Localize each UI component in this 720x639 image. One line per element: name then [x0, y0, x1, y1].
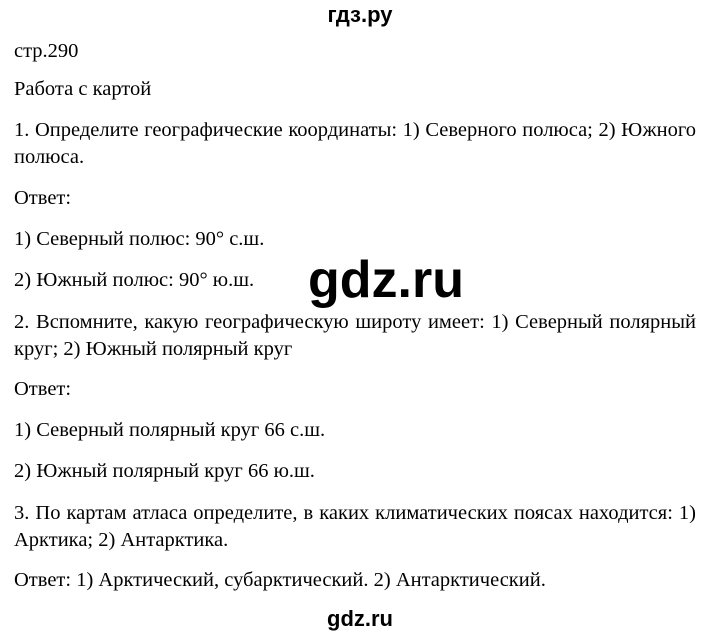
question-1-answer-2: 2) Южный полюс: 90° ю.ш. — [14, 269, 255, 291]
header-site-name: гдз.ру — [327, 2, 393, 27]
question-2-answer-label: Ответ: — [14, 378, 72, 400]
section-title: Работа с картой — [14, 78, 152, 100]
question-2: 2. Вспомните, какую географическую широту имеет: 1) Северный полярный круг; 2) Южный полярный круг — [14, 311, 696, 360]
question-1-answer-label: Ответ: — [14, 187, 72, 209]
question-1: 1. Определите географические координаты: 1) Северного полюса; 2) Южного полюса. — [14, 119, 696, 168]
question-1-answer-1: 1) Северный полюс: 90° с.ш. — [14, 228, 265, 250]
watermark-logo: gdz.ru — [308, 251, 464, 309]
question-2-answer-2: 2) Южный полярный круг 66 ю.ш. — [14, 460, 315, 482]
question-3-answer: Ответ: 1) Арктический, субарктический. 2) Антарктический. — [14, 569, 546, 591]
footer-site-name: gdz.ru — [327, 606, 393, 631]
question-2-answer-1: 1) Северный полярный круг 66 с.ш. — [14, 419, 326, 441]
page-reference: стр.290 — [14, 40, 79, 62]
question-3: 3. По картам атласа определите, в каких климатических поясах находится: 1) Арктика; 2) Антарктика. — [14, 502, 696, 551]
